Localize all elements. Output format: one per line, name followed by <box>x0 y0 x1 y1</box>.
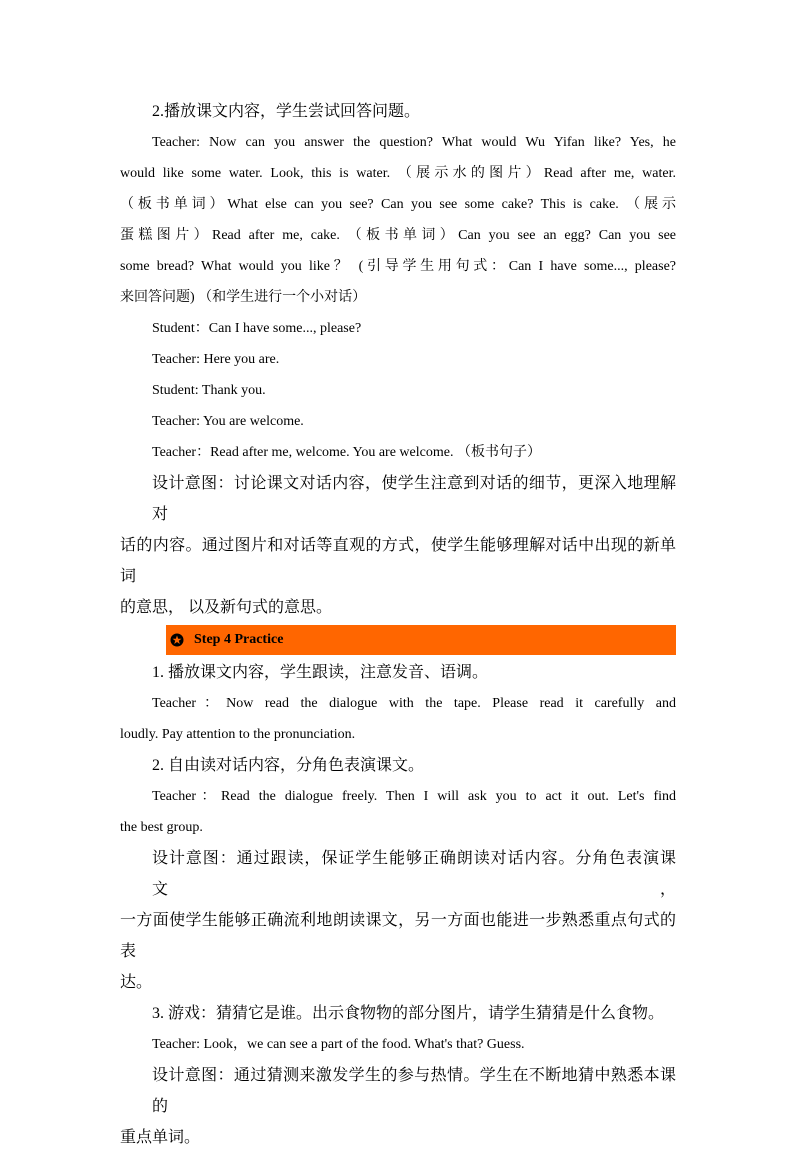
step-3-instruction: 2.播放课文内容，学生尝试回答问题。 <box>152 103 421 120</box>
practice-2: 2. 自由读对话内容，分角色表演课文。 <box>152 757 425 774</box>
step-4-header <box>166 625 676 655</box>
dialog-line: Teacher: You are welcome. <box>152 414 304 429</box>
design-intent-2-line-1: 设计意图：通过跟读，保证学生能够正确朗读对话内容。分角色表演课文， <box>152 850 676 898</box>
lesson-content <box>120 96 676 1153</box>
dialog-line: Teacher：Read after me, welcome. You are welcome. （板书句子） <box>152 445 541 460</box>
teacher-line-1: Teacher: Now can you answer the question? What would Wu Yifan like? Yes, he <box>152 135 676 150</box>
star-circle-icon <box>170 633 184 647</box>
teacher-line-5: some bread? What would you like？ (引导学生用句式：Can I have some..., please? <box>120 259 676 274</box>
dialog-line: Teacher: Here you are. <box>152 352 280 367</box>
design-intent-2-line-2: 一方面使学生能够正确流利地朗读课文，另一方面也能进一步熟悉重点句式的表 <box>120 912 676 960</box>
teacher-line-4: 蛋糕图片）Read after me, cake. （板书单词）Can you see an egg? Can you see <box>120 228 676 243</box>
practice-3-teacher: Teacher: Look，we can see a part of the food. What's that? Guess. <box>152 1037 525 1052</box>
dialog-line: Student: Thank you. <box>152 383 266 398</box>
practice-3: 3. 游戏：猜猜它是谁。出示食物物的部分图片，请学生猜猜是什么食物。 <box>152 1005 665 1022</box>
practice-1-teacher-line-2: loudly. Pay attention to the pronunciation. <box>120 727 356 742</box>
practice-2-teacher-line-1: Teacher：Read the dialogue freely. Then I will ask you to act it out. Let's find <box>152 789 676 804</box>
design-intent-1-line-3: 的意思， 以及新句式的意思。 <box>120 599 333 616</box>
design-intent-1-line-1: 设计意图：讨论课文对话内容，使学生注意到对话的细节，更深入地理解对 <box>152 475 676 523</box>
design-intent-1-line-2: 话的内容。通过图片和对话等直观的方式，使学生能够理解对话中出现的新单词 <box>120 537 676 585</box>
teacher-line-2: would like some water. Look, this is water. （展示水的图片）Read after me, water. <box>120 166 676 181</box>
practice-1: 1. 播放课文内容，学生跟读，注意发音、语调。 <box>152 664 489 681</box>
teacher-line-3: （板书单词）What else can you see? Can you see some cake? This is cake. （展示 <box>120 197 676 212</box>
design-intent-2-line-3: 达。 <box>120 974 153 991</box>
step-title: Step 4 Practice <box>194 632 284 647</box>
teacher-line-6: 来回答问题) （和学生进行一个小对话） <box>120 290 367 305</box>
design-intent-3-line-1: 设计意图：通过猜测来激发学生的参与热情。学生在不断地猜中熟悉本课的 <box>152 1067 676 1115</box>
dialog-line: Student：Can I have some..., please? <box>152 321 362 336</box>
design-intent-3-line-2: 重点单词。 <box>120 1129 201 1146</box>
practice-1-teacher-line-1: Teacher：Now read the dialogue with the tape. Please read it carefully and <box>152 696 676 711</box>
practice-2-teacher-line-2: the best group. <box>120 820 203 835</box>
